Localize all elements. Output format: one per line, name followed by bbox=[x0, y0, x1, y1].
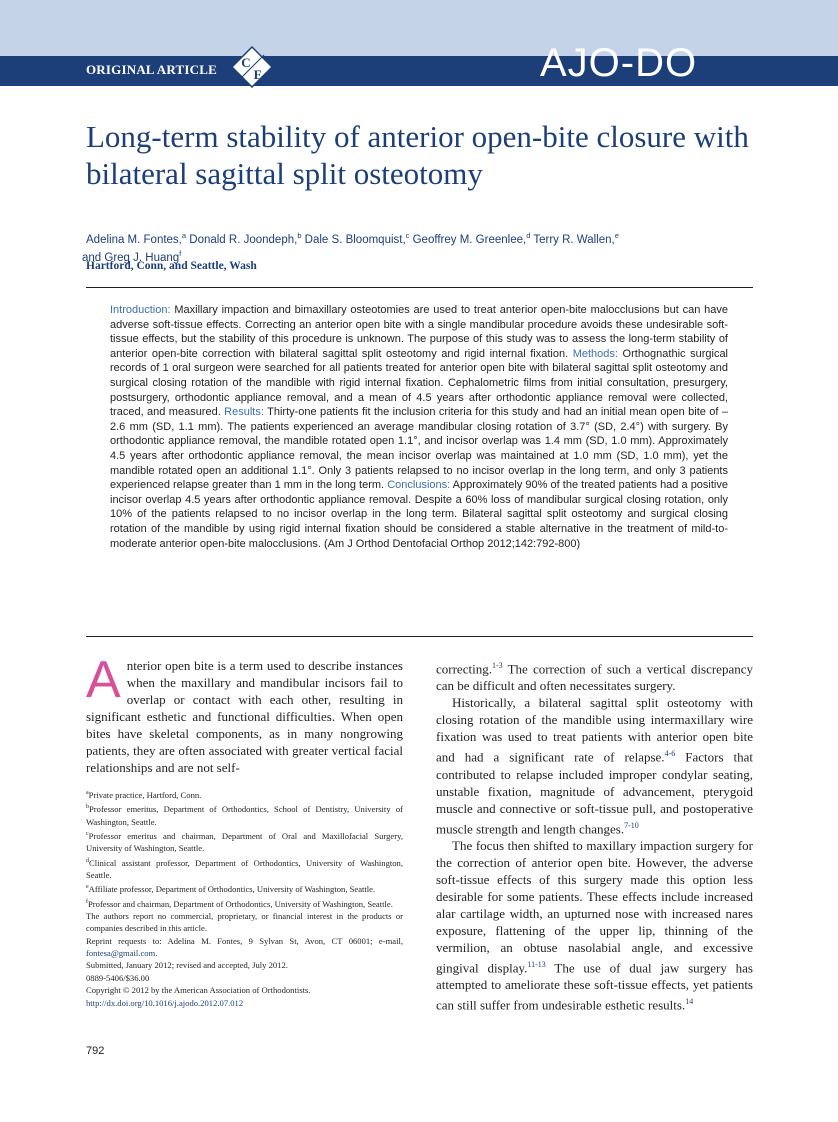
issn: 0889-5406/$36.00 bbox=[86, 972, 150, 983]
footnote-sup: c bbox=[86, 830, 89, 837]
footnote-sup: a bbox=[86, 790, 89, 796]
author-sup: c bbox=[405, 231, 410, 240]
citation-link[interactable]: 11-13 bbox=[527, 959, 546, 969]
journal-logo: AJO-DO bbox=[540, 41, 698, 85]
footnote bbox=[86, 910, 403, 935]
author-sup: e bbox=[614, 231, 619, 240]
reprint-end: . bbox=[155, 948, 158, 959]
footnote-text: The authors report no commercial, proprietary, or financial interest in the products or companies described in this article. bbox=[86, 910, 403, 934]
submitted-note: Submitted, January 2012; revised and accepted, July 2012. bbox=[86, 960, 288, 971]
footnote-sup: d bbox=[86, 857, 89, 864]
abstract bbox=[110, 303, 728, 551]
abstract-top-rule bbox=[86, 287, 753, 288]
footnote-sup: b bbox=[86, 804, 89, 811]
abstract-methods: Orthognathic surgical records of 1 oral surgeon were searched for all patients treated for anterior open bite with bilateral sagittal split osteotomy and surgical closing rotation of the mandible with rigid internal fixation. Cephalometric films from initial consultation, presurgery, postsurgery, orthodontic appliance removal, and a mean of 4.5 years after orthodontic appliance removal were collected, traced, and measured. bbox=[110, 347, 728, 419]
citation-link[interactable]: 7-10 bbox=[624, 820, 639, 830]
abstract-intro: Maxillary impaction and bimaxillary osteotomies are used to treat anterior open-bite malocclusions but can have adverse soft-tissue effects. Correcting an anterior open bite with a single mandibular procedure avoids these undesirable soft-tissue effects, but the stability of this procedure is unknown. The purpose of this study was to assess the long-term stability of anterior open-bite correction with bilateral sagittal split osteotomy and rigid internal fixation. bbox=[110, 304, 728, 360]
author-name: Adelina M. Fontes, bbox=[86, 233, 182, 246]
citation-link[interactable]: 4-6 bbox=[664, 749, 676, 759]
citation-link[interactable]: 14 bbox=[685, 997, 694, 1007]
footnote bbox=[86, 855, 403, 882]
doi-link[interactable]: http://dx.doi.org/10.1016/j.ajodo.2012.07.012 bbox=[86, 997, 244, 1008]
footnote-sup: f bbox=[86, 898, 88, 905]
body-left-column bbox=[86, 651, 403, 776]
body-text: The correction of such a vertical discrepancy can be difficult and often necessitates surgery. bbox=[436, 661, 753, 694]
body-paragraph bbox=[86, 651, 403, 776]
abstract-conclusions-heading: Conclusions: bbox=[384, 479, 451, 492]
author-sup: a bbox=[181, 231, 187, 240]
author-name: Terry R. Wallen, bbox=[530, 233, 615, 246]
author-name: and Greg J. Huang bbox=[82, 251, 180, 264]
ce-credit-icon bbox=[231, 46, 273, 88]
copyright: Copyright © 2012 by the American Association of Orthodontists. bbox=[86, 985, 311, 996]
abstract-intro-heading: Introduction: bbox=[110, 304, 171, 316]
page-number: 792 bbox=[86, 1045, 105, 1057]
footnote bbox=[86, 828, 403, 855]
footnote-text: Clinical assistant professor, Department of Orthodontics, University of Washington, Seattle. bbox=[86, 857, 403, 880]
body-paragraph bbox=[436, 657, 753, 694]
body-text: nterior open bite is a term used to describe instances when the maxillary and mandibular incisors fail to overlap or contact with each other, resulting in significant esthetic and functional difficulties. When open bites have skeletal components, as in many nongrowing patients, they are often associated with greater vertical facial relationships and are not self- bbox=[86, 658, 403, 775]
body-text: The use of dual jaw surgery has attempted to ameliorate these soft-tissue effects, yet patients can still suffer from undesirable esthetic results. bbox=[436, 960, 753, 1013]
body-paragraph bbox=[436, 837, 753, 1014]
footnote bbox=[86, 787, 403, 801]
footnote-text: Professor emeritus and chairman, Department of Oral and Maxillofacial Surgery, University of Washington, Seattle. bbox=[86, 830, 403, 854]
article-title: Long-term stability of anterior open-bite closure with bilateral sagittal split osteotomy bbox=[86, 119, 749, 191]
footnote bbox=[86, 801, 403, 828]
ce-badge-bottom: E bbox=[253, 67, 263, 82]
body-text: The focus then shifted to maxillary impaction surgery for the correction of anterior open bite. However, the adverse soft-tissue effects of this surgery made this option less desirable for some patients. These effects include increased alar cartilage width, an upturned nose with increased nares exposure, flattening of the upper lip, thinning of the vermilion, an obtuse nasolabial angle, and excessive gingival display. bbox=[436, 837, 753, 976]
footnote-text: Professor and chairman, Department of Orthodontics, University of Washington, Seattle. bbox=[88, 898, 393, 909]
author-sup: b bbox=[297, 231, 302, 240]
footnote bbox=[86, 896, 403, 910]
author-sup: f bbox=[179, 248, 182, 258]
abstract-bottom-rule bbox=[86, 636, 753, 637]
author-affiliation: Hartford, Conn, and Seattle, Wash bbox=[86, 260, 257, 272]
footnote bbox=[86, 881, 403, 895]
section-label: ORIGINAL ARTICLE bbox=[86, 62, 217, 77]
body-paragraph bbox=[436, 694, 753, 837]
body-text: correcting. bbox=[436, 661, 492, 677]
footnotes bbox=[86, 787, 403, 1009]
abstract-conclusions: Approximately 90% of the treated patients had a positive incisor overlap 4.5 years after orthodontic appliance removal. Despite a 60% loss of mandibular surgical closing rotation, only 10% of the patients relapsed to no incisor overlap in the long term. Bilateral sagittal split osteotomy and surgical closing rotation of the mandible by using rigid internal fixation should be considered a stable alternative in the treatment of mild-to-moderate anterior open-bite malocclusions. (Am J Orthod Dentofacial Orthop 2012;142:792-800) bbox=[110, 479, 728, 550]
ce-badge-top: C bbox=[241, 55, 251, 70]
reprint-text: Reprint requests to: Adelina M. Fontes, 9 Sylvan St, Avon, CT 06001; e-mail, bbox=[86, 935, 403, 946]
footnote-text: Affiliate professor, Department of Orthodontics, University of Washington, Seattle. bbox=[88, 884, 376, 895]
footnote-text: Private practice, Hartford, Conn. bbox=[88, 789, 202, 800]
author-name: Geoffrey M. Greenlee, bbox=[409, 233, 527, 246]
email-link[interactable]: fontesa@gmail.com bbox=[86, 948, 156, 959]
abstract-methods-heading: Methods: bbox=[568, 347, 618, 360]
author-name: Dale S. Bloomquist, bbox=[301, 233, 406, 246]
top-band bbox=[0, 0, 838, 56]
body-right-column bbox=[436, 657, 753, 1014]
footnote-sup: e bbox=[86, 884, 89, 891]
author-name: Donald R. Joondeph, bbox=[186, 233, 298, 246]
author-sup: d bbox=[526, 231, 531, 240]
body-text: Factors that contributed to relapse included improper condylar seating, unstable fixation, magnitude of advancement, pterygoid muscle and connective or soft-tissue pull, and postoperative muscle strength and length changes. bbox=[436, 749, 753, 836]
citation-link[interactable]: 1-3 bbox=[491, 661, 503, 670]
reprint-requests bbox=[86, 935, 403, 960]
abstract-results-heading: Results: bbox=[220, 406, 264, 419]
drop-cap: A bbox=[86, 651, 121, 709]
body-text: Historically, a bilateral sagittal split osteotomy with closing rotation of the mandible using intermaxillary wire fixation was used to treat patients with anterior open bite and had a significant rate of relapse. bbox=[436, 695, 753, 765]
abstract-results: Thirty-one patients fit the inclusion criteria for this study and had an initial mean open bite of –2.6 mm (SD, 1.1 mm). The patients experienced an average mandibular closing rotation of 3.7° (SD, 2.4°) with surgery. By orthodontic appliance removal, the mandible rotated open 1.1°, and incisor overlap was 1.4 mm (SD, 1.0 mm). Approximately 4.5 years after orthodontic appliance removal, the mean incisor overlap was maintained at 1.0 mm (SD, 1.0 mm), yet the mandible rotated open an additional 1.1°. Only 3 patients relapsed to no incisor overlap in the long term, and only 3 patients experienced relapse greater than 1 mm in the long term. bbox=[110, 406, 728, 492]
footnote-text: Professor emeritus, Department of Orthodontics, School of Dentistry, University of Washington, Seattle. bbox=[86, 804, 403, 827]
